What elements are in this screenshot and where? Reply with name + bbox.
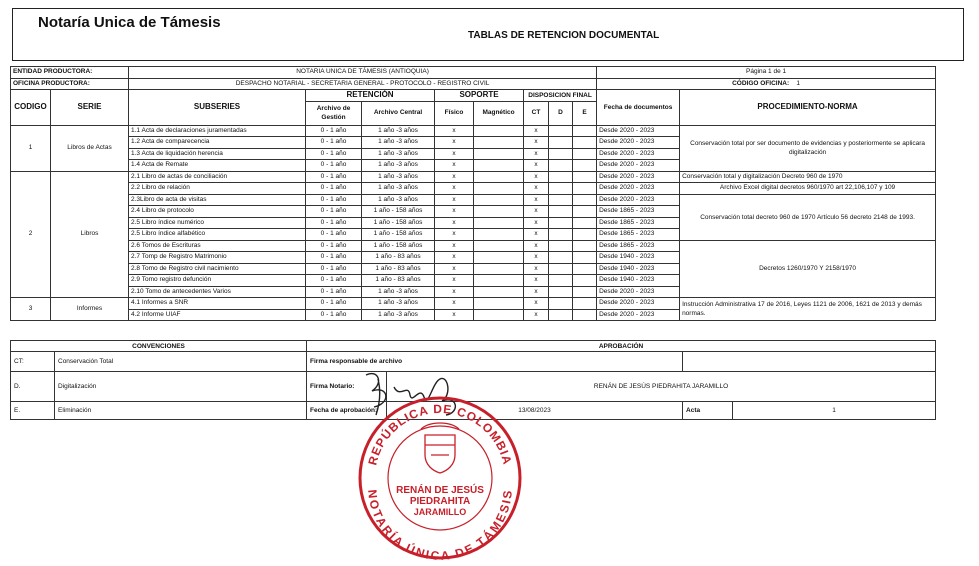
central-cell: 1 año - 83 años xyxy=(362,252,435,264)
firma-responsable-value xyxy=(683,352,936,372)
col-disposicion: DISPOSICION FINAL xyxy=(524,90,597,102)
d-cell xyxy=(549,206,573,218)
firma-responsable-label: Firma responsable de archivo xyxy=(307,352,683,372)
d-cell xyxy=(549,125,573,137)
d-cell xyxy=(549,183,573,195)
ct-cell: x xyxy=(524,286,549,298)
d-cell xyxy=(549,309,573,321)
procedimiento-cell: Archivo Excel digital decretos 960/1970 art 22,106,107 y 109 xyxy=(680,183,936,195)
ct-cell: x xyxy=(524,148,549,160)
fisico-cell: x xyxy=(435,137,474,149)
fisico-cell: x xyxy=(435,298,474,310)
central-cell: 1 año -3 años xyxy=(362,309,435,321)
central-cell: 1 año - 158 años xyxy=(362,240,435,252)
fecha-aprobacion-value: 13/08/2023 xyxy=(387,402,683,420)
subserie-cell: 1.1 Acta de declaraciones juramentadas xyxy=(129,125,306,137)
stamp-line-1: RENÁN DE JESÚS xyxy=(396,485,484,496)
central-cell: 1 año -3 años xyxy=(362,194,435,206)
bottom-header-row xyxy=(11,341,936,352)
acta-label: Acta xyxy=(683,402,733,420)
serie-cell: Libros xyxy=(51,171,129,298)
notary-seal xyxy=(355,393,525,563)
stamp-bottom-arc: NOTARÍA ÚNICA DE TÁMESIS xyxy=(365,488,515,563)
magnetico-cell xyxy=(474,275,524,287)
e-cell xyxy=(573,298,597,310)
subserie-cell: 1.4 Acta de Remate xyxy=(129,160,306,172)
firma-notario-label: Firma Notario: xyxy=(307,372,387,402)
fecha-cell: Desde 1940 - 2023 xyxy=(597,275,680,287)
e-cell xyxy=(573,286,597,298)
col-e: E xyxy=(573,101,597,125)
magnetico-cell xyxy=(474,252,524,264)
e-cell xyxy=(573,160,597,172)
subserie-cell: 2.5 Libro índice alfabético xyxy=(129,229,306,241)
central-cell: 1 año - 83 años xyxy=(362,263,435,275)
gestion-cell: 0 - 1 año xyxy=(306,194,362,206)
central-cell: 1 año - 158 años xyxy=(362,229,435,241)
gestion-cell: 0 - 1 año xyxy=(306,252,362,264)
col-d: D xyxy=(549,101,573,125)
ct-cell: x xyxy=(524,275,549,287)
serie-cell: Libros de Actas xyxy=(51,125,129,171)
e-cell xyxy=(573,217,597,229)
column-header-row-1 xyxy=(11,90,936,102)
ct-cell: x xyxy=(524,252,549,264)
fisico-cell: x xyxy=(435,206,474,218)
d-cell xyxy=(549,137,573,149)
aprobacion-title: APROBACIÓN xyxy=(307,341,936,352)
ct-cell: x xyxy=(524,206,549,218)
gestion-cell: 0 - 1 año xyxy=(306,148,362,160)
e-cell xyxy=(573,252,597,264)
magnetico-cell xyxy=(474,217,524,229)
table-row xyxy=(11,240,936,252)
fisico-cell: x xyxy=(435,160,474,172)
magnetico-cell xyxy=(474,137,524,149)
gestion-cell: 0 - 1 año xyxy=(306,160,362,172)
table-row xyxy=(11,125,936,137)
e-cell xyxy=(573,206,597,218)
convenciones-title: CONVENCIONES xyxy=(11,341,307,352)
stamp-top-arc: REPÚBLICA DE COLOMBIA xyxy=(365,401,515,467)
notaria-title: Notaría Unica de Támesis xyxy=(38,14,221,31)
central-cell: 1 año -3 años xyxy=(362,171,435,183)
col-ct: CT xyxy=(524,101,549,125)
procedimiento-cell: Conservación total y digitalización Decreto 960 de 1970 xyxy=(680,171,936,183)
oficina-row xyxy=(11,78,936,90)
central-cell: 1 año -3 años xyxy=(362,125,435,137)
gestion-cell: 0 - 1 año xyxy=(306,286,362,298)
fecha-cell: Desde 1865 - 2023 xyxy=(597,206,680,218)
d-cell xyxy=(549,217,573,229)
entidad-value: NOTARIA UNICA DE TÁMESIS (ANTIOQUIA) xyxy=(129,67,597,79)
e-cell xyxy=(573,309,597,321)
ct-cell: x xyxy=(524,171,549,183)
central-cell: 1 año - 158 años xyxy=(362,217,435,229)
fecha-cell: Desde 2020 - 2023 xyxy=(597,194,680,206)
procedimiento-cell: Conservación total decreto 960 de 1970 Artículo 56 decreto 2148 de 1993. xyxy=(680,194,936,240)
e-cell xyxy=(573,137,597,149)
gestion-cell: 0 - 1 año xyxy=(306,263,362,275)
ct-cell: x xyxy=(524,298,549,310)
col-fecha: Fecha de documentos xyxy=(597,90,680,126)
magnetico-cell xyxy=(474,309,524,321)
subserie-cell: 1.3 Acta de liquidación herencia xyxy=(129,148,306,160)
d-cell xyxy=(549,160,573,172)
subserie-cell: 2.10 Tomo de antecedentes Varios xyxy=(129,286,306,298)
d-cell xyxy=(549,275,573,287)
magnetico-cell xyxy=(474,194,524,206)
codigo-oficina-value: 1 xyxy=(796,79,801,87)
subserie-cell: 2.7 Tomp de Registro Matrimonio xyxy=(129,252,306,264)
gestion-cell: 0 - 1 año xyxy=(306,298,362,310)
table-row xyxy=(11,183,936,195)
fecha-cell: Desde 2020 - 2023 xyxy=(597,183,680,195)
subserie-cell: 2.4 Libro de protocolo xyxy=(129,206,306,218)
e-cell xyxy=(573,229,597,241)
e-text: Eliminación xyxy=(55,402,307,420)
stamp-line-2: PIEDRAHITA xyxy=(409,496,471,507)
gestion-cell: 0 - 1 año xyxy=(306,125,362,137)
acta-value: 1 xyxy=(733,402,936,420)
magnetico-cell xyxy=(474,240,524,252)
codigo-oficina-label: CÓDIGO OFICINA: xyxy=(732,79,790,87)
magnetico-cell xyxy=(474,171,524,183)
e-cell xyxy=(573,148,597,160)
e-cell xyxy=(573,263,597,275)
col-codigo: CODIGO xyxy=(11,90,51,126)
magnetico-cell xyxy=(474,229,524,241)
col-fisico: Físico xyxy=(435,101,474,125)
codigo-cell: 3 xyxy=(11,298,51,321)
d-cell xyxy=(549,194,573,206)
coat-of-arms-icon xyxy=(421,423,459,473)
procedimiento-cell: Instrucción Administrativa 17 de 2016, Leyes 1121 de 2006, 1621 de 2013 y demás normas. xyxy=(680,298,936,321)
fisico-cell: x xyxy=(435,240,474,252)
pagina-label: Página 1 de 1 xyxy=(597,67,936,79)
gestion-cell: 0 - 1 año xyxy=(306,137,362,149)
fisico-cell: x xyxy=(435,148,474,160)
central-cell: 1 año -3 años xyxy=(362,286,435,298)
fecha-aprobacion-label: Fecha de aprobación: xyxy=(307,402,387,420)
fisico-cell: x xyxy=(435,229,474,241)
col-archivo-central: Archivo Central xyxy=(362,101,435,125)
fecha-cell: Desde 1865 - 2023 xyxy=(597,217,680,229)
procedimiento-cell: Decretos 1260/1970 Y 2158/1970 xyxy=(680,240,936,298)
ct-cell: x xyxy=(524,160,549,172)
stamp-line-3: JARAMILLO xyxy=(413,507,467,517)
subserie-cell: 2.5 Libro índice numérico xyxy=(129,217,306,229)
oficina-value: DESPACHO NOTARIAL - SECRETARIA GENERAL - PROTOCOLO - REGISTRO CIVIL xyxy=(129,78,597,90)
fisico-cell: x xyxy=(435,275,474,287)
central-cell: 1 año -3 años xyxy=(362,137,435,149)
d-cell xyxy=(549,263,573,275)
col-subseries: SUBSERIES xyxy=(129,90,306,126)
gestion-cell: 0 - 1 año xyxy=(306,217,362,229)
ct-cell: x xyxy=(524,137,549,149)
central-cell: 1 año -3 años xyxy=(362,148,435,160)
magnetico-cell xyxy=(474,148,524,160)
ct-cell: x xyxy=(524,309,549,321)
table-row xyxy=(11,298,936,310)
entidad-row xyxy=(11,67,936,79)
fecha-cell: Desde 2020 - 2023 xyxy=(597,286,680,298)
central-cell: 1 año -3 años xyxy=(362,298,435,310)
col-soporte: SOPORTE xyxy=(435,90,524,102)
d-cell xyxy=(549,286,573,298)
fecha-cell: Desde 2020 - 2023 xyxy=(597,298,680,310)
fisico-cell: x xyxy=(435,263,474,275)
col-magnetico: Magnético xyxy=(474,101,524,125)
fisico-cell: x xyxy=(435,217,474,229)
central-cell: 1 año - 83 años xyxy=(362,275,435,287)
oficina-label: OFICINA PRODUCTORA: xyxy=(11,78,129,90)
fecha-cell: Desde 2020 - 2023 xyxy=(597,148,680,160)
procedimiento-cell: Conservación total por ser documento de evidencias y posteriormente se aplicara digitalización xyxy=(680,125,936,171)
fecha-cell: Desde 2020 - 2023 xyxy=(597,137,680,149)
fisico-cell: x xyxy=(435,252,474,264)
fisico-cell: x xyxy=(435,171,474,183)
gestion-cell: 0 - 1 año xyxy=(306,275,362,287)
d-cell xyxy=(549,229,573,241)
ct-code: CT: xyxy=(11,352,55,372)
col-retencion: RETENCIÓN xyxy=(306,90,435,102)
table-row xyxy=(11,171,936,183)
subserie-cell: 4.1 Informes a SNR xyxy=(129,298,306,310)
gestion-cell: 0 - 1 año xyxy=(306,309,362,321)
subserie-cell: 2.1 Libro de actas de conciliación xyxy=(129,171,306,183)
fecha-cell: Desde 2020 - 2023 xyxy=(597,309,680,321)
d-code: D. xyxy=(11,372,55,402)
magnetico-cell xyxy=(474,125,524,137)
fisico-cell: x xyxy=(435,286,474,298)
gestion-cell: 0 - 1 año xyxy=(306,183,362,195)
e-cell xyxy=(573,240,597,252)
e-cell xyxy=(573,125,597,137)
gestion-cell: 0 - 1 año xyxy=(306,206,362,218)
e-cell xyxy=(573,171,597,183)
ct-cell: x xyxy=(524,263,549,275)
d-cell xyxy=(549,171,573,183)
ct-text: Conservación Total xyxy=(55,352,307,372)
ct-cell: x xyxy=(524,240,549,252)
codigo-oficina-cell xyxy=(597,78,936,90)
document-title: TABLAS DE RETENCION DOCUMENTAL xyxy=(468,30,660,41)
serie-cell: Informes xyxy=(51,298,129,321)
d-cell xyxy=(549,298,573,310)
gestion-cell: 0 - 1 año xyxy=(306,171,362,183)
central-cell: 1 año - 158 años xyxy=(362,206,435,218)
fisico-cell: x xyxy=(435,309,474,321)
table-row xyxy=(11,194,936,206)
fecha-cell: Desde 2020 - 2023 xyxy=(597,160,680,172)
d-cell xyxy=(549,148,573,160)
central-cell: 1 año -3 años xyxy=(362,183,435,195)
gestion-cell: 0 - 1 año xyxy=(306,229,362,241)
magnetico-cell xyxy=(474,160,524,172)
codigo-cell: 2 xyxy=(11,171,51,298)
e-cell xyxy=(573,194,597,206)
col-serie: SERIE xyxy=(51,90,129,126)
e-code: E. xyxy=(11,402,55,420)
retention-table xyxy=(10,66,936,321)
gestion-cell: 0 - 1 año xyxy=(306,240,362,252)
ct-cell: x xyxy=(524,183,549,195)
subserie-cell: 2.2 Libro de relación xyxy=(129,183,306,195)
fisico-cell: x xyxy=(435,194,474,206)
col-archivo-gestion: Archivo de Gestión xyxy=(306,101,362,125)
fisico-cell: x xyxy=(435,125,474,137)
magnetico-cell xyxy=(474,206,524,218)
ct-cell: x xyxy=(524,229,549,241)
fecha-cell: Desde 1865 - 2023 xyxy=(597,229,680,241)
notario-nombre: RENÁN DE JESÚS PIEDRAHITA JARAMILLO xyxy=(387,372,936,402)
fecha-cell: Desde 2020 - 2023 xyxy=(597,171,680,183)
subserie-cell: 2.8 Tomo de Registro civil nacimiento xyxy=(129,263,306,275)
e-cell xyxy=(573,183,597,195)
magnetico-cell xyxy=(474,298,524,310)
ct-cell: x xyxy=(524,217,549,229)
central-cell: 1 año -3 años xyxy=(362,160,435,172)
fecha-cell: Desde 1940 - 2023 xyxy=(597,252,680,264)
magnetico-cell xyxy=(474,263,524,275)
fecha-cell: Desde 1865 - 2023 xyxy=(597,240,680,252)
fecha-cell: Desde 1940 - 2023 xyxy=(597,263,680,275)
magnetico-cell xyxy=(474,286,524,298)
ct-cell: x xyxy=(524,194,549,206)
col-procedimiento: PROCEDIMIENTO-NORMA xyxy=(680,90,936,126)
magnetico-cell xyxy=(474,183,524,195)
subserie-cell: 1.2 Acta de comparecencia xyxy=(129,137,306,149)
subserie-cell: 2.3Libro de acta de visitas xyxy=(129,194,306,206)
svg-text:REPÚBLICA DE COLOMBIA xyxy=(365,402,514,467)
d-text: Digitalización xyxy=(55,372,307,402)
subserie-cell: 4.2 Informe UIAF xyxy=(129,309,306,321)
e-cell xyxy=(573,275,597,287)
subserie-cell: 2.6 Tomos de Escrituras xyxy=(129,240,306,252)
fecha-cell: Desde 2020 - 2023 xyxy=(597,125,680,137)
fisico-cell: x xyxy=(435,183,474,195)
entidad-label: ENTIDAD PRODUCTORA: xyxy=(11,67,129,79)
subserie-cell: 2.9 Tomo registro defunción xyxy=(129,275,306,287)
codigo-cell: 1 xyxy=(11,125,51,171)
d-cell xyxy=(549,252,573,264)
ct-cell: x xyxy=(524,125,549,137)
d-cell xyxy=(549,240,573,252)
